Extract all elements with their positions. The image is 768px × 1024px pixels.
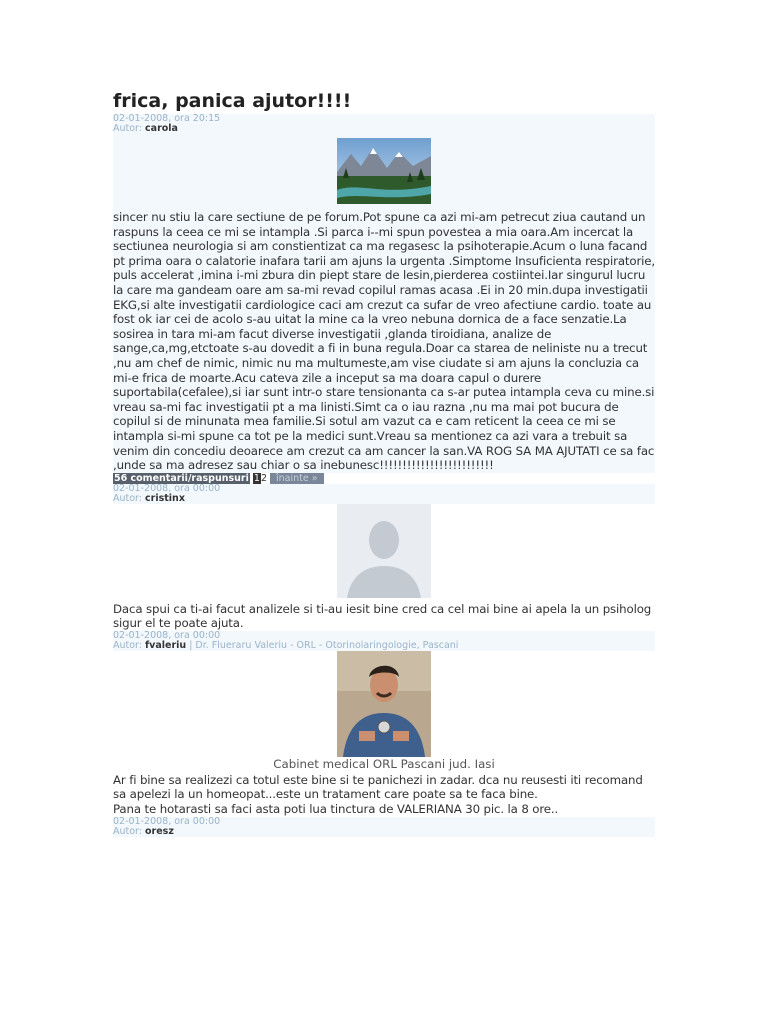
comment-body: Daca spui ca ti-ai facut analizele si ti-au iesit bine cred ca cel mai bine ai apela la un psiholog sigur el te poate ajuta. — [113, 601, 652, 631]
author-prefix: Autor: — [113, 825, 142, 837]
comment-author-line — [113, 827, 655, 837]
post-author-line — [113, 124, 655, 134]
author-prefix: Autor: — [113, 123, 142, 134]
comment-body: Ar fi bine sa realizezi ca totul este bine si te panichezi in zadar. dca nu reusesti iti recomand sa apelezi la un homeopat...este un tratament care poate sa te faca bine. — [113, 772, 643, 802]
comment-body-line: Pana te hotarasti sa faci asta poti lua tinctura de VALERIANA 30 pic. la 8 ore.. — [113, 802, 559, 817]
forum-thread — [113, 88, 655, 837]
author-link[interactable]: fvaleriu — [145, 639, 187, 651]
default-avatar-icon — [337, 504, 431, 598]
comment-meta — [113, 631, 655, 651]
comment-post — [113, 771, 655, 817]
post-image-row — [113, 134, 655, 208]
thread-title: frica, panica ajutor!!!! — [113, 90, 352, 112]
comment-meta — [113, 484, 655, 504]
comment-author-line — [113, 494, 655, 504]
author-prefix: Autor: — [113, 492, 142, 504]
comment-author-line — [113, 641, 655, 651]
author-link[interactable]: oresz — [145, 825, 174, 837]
page-1-link[interactable]: 1 — [253, 472, 260, 484]
thread-meta — [113, 114, 655, 134]
comment-avatar-row — [113, 504, 655, 598]
next-page-button[interactable]: înainte » — [270, 473, 324, 484]
doctor-photo — [337, 651, 431, 757]
author-link[interactable]: carola — [145, 123, 178, 134]
comment-post — [113, 598, 655, 631]
author-link[interactable]: cristinx — [145, 492, 185, 504]
thread-post — [113, 134, 655, 473]
comment-date: 02-01-2008, ora 00:00 — [113, 629, 221, 641]
comment-avatar-row — [113, 651, 655, 757]
comments-count: 56 comentarii/raspunsuri — [114, 472, 249, 484]
page-2-link[interactable]: 2 — [260, 472, 267, 484]
avatar-caption: Cabinet medical ORL Pascani jud. Iasi — [273, 756, 495, 771]
comment-meta — [113, 817, 655, 837]
post-date: 02-01-2008, ora 20:15 — [113, 113, 221, 124]
comment-date: 02-01-2008, ora 00:00 — [113, 482, 221, 494]
author-extra-info[interactable]: | Dr. Flueraru Valeriu - ORL - Otorinolaringologie, Pascani — [186, 639, 459, 651]
comment-date: 02-01-2008, ora 00:00 — [113, 815, 221, 827]
landscape-photo — [337, 138, 431, 204]
author-prefix: Autor: — [113, 639, 142, 651]
post-body: sincer nu stiu la care sectiune de pe forum.Pot spune ca azi mi-am petrecut ziua cautand un raspuns la ceea ce mi se intampla .Si parca i--mi spun povestea a mia oara.Am incercat la sectiunea neurologia si am constientizat ca ma regasesc la psihoterapie.Acum o luna facand pt prima oara o calatorie inafara tarii am ajuns la urgenta .Simptome Insuficienta respiratorie, puls accelerat ,imina i-mi zbura din piept stare de lesin,pierderea costiintei.Iar singurul lucru la care ma gandeam oare am sa-mi revad copilul ramas acasa .Ei in 20 min.dupa investigatii EKG,si alte investigatii cardiologice caci am crezut ca sufar de vreo afectiune cardio. toate au fost ok iar cei de acolo s-au uitat la mine ca la vreo nebuna dornica de a face senzatie.La sosirea in tara mi-am facut diverse investigatii ,glanda tiroidiana, analize de sange,ca,mg,etctoate s-au dovedit a fi in buna regula.Doar ca starea de neliniste nu a trecut ,nu am chef de nimic, nimic nu ma multumeste,am vise ciudate si am ajuns la concluzia ca mi-e frica de moarte.Acu cateva zile a inceput sa ma doara capul o durere suportabila(cefalee),si iar sunt intr-o stare tensionanta ca s-ar putea intampla ceva cu mine.si vreau sa-mi fac investigatii pt a ma linisti.Simt ca o iau razna ,nu ma mai pot bucura de copilul si de minunata mea familie.Si sotul am vazut ca e cam reticent la ceea ce mi se intampla si-mi spune ca tot pe la medici sunt.Vreau sa mentionez ca azi vara a trebuit sa venim din concediu deoarece am crezut ca am cancer la san.VA ROG SA MA AJUTATI ce sa fac ,unde sa ma adresez sau chiar o sa inebunesc!!!!!!!!!!!!!!!!!!!!!!!!! — [113, 210, 655, 473]
